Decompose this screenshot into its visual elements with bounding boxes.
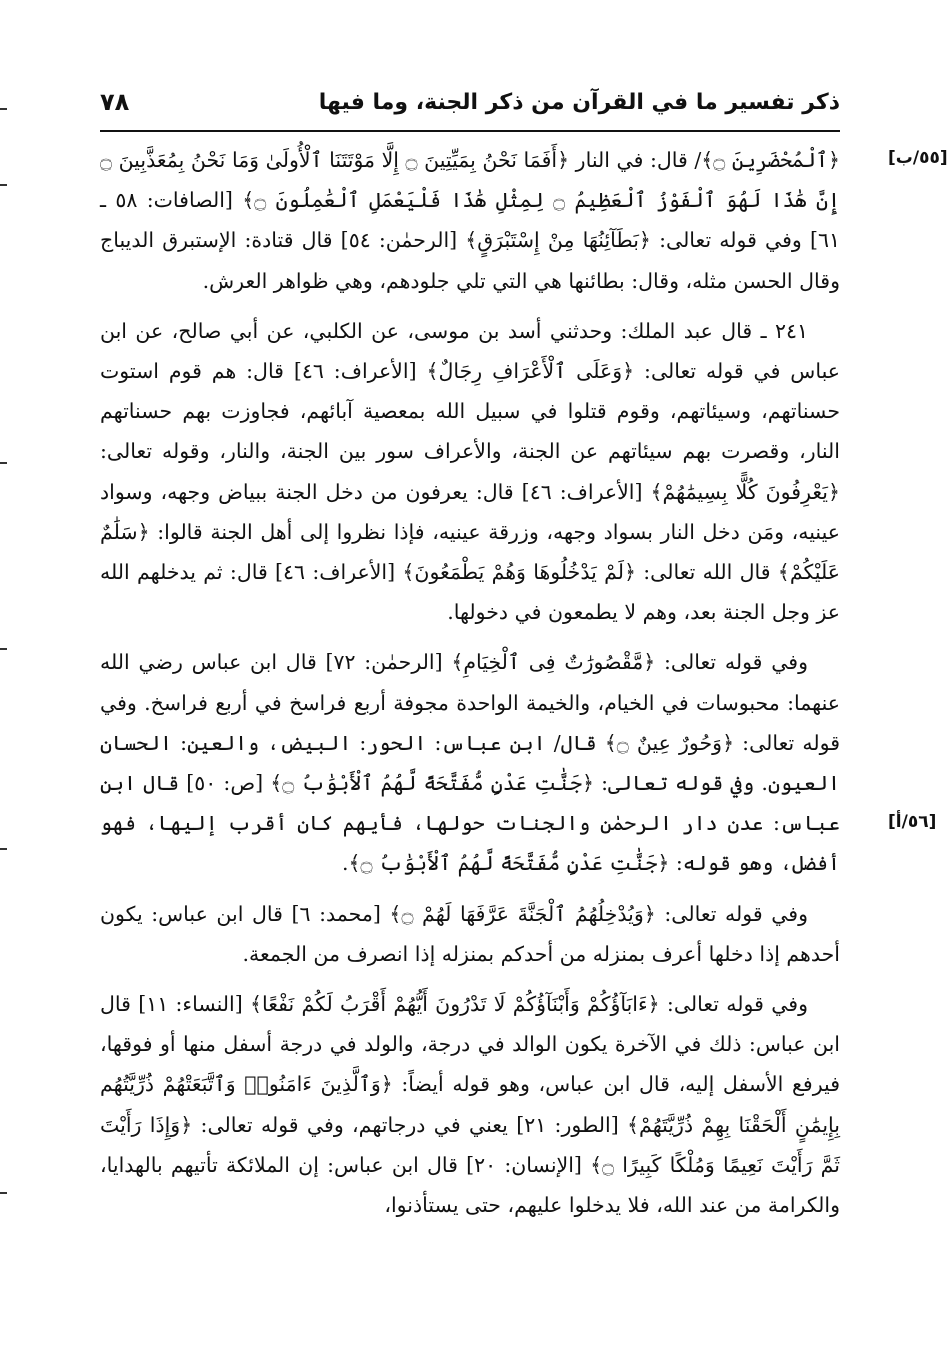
header-title: ذكر تفسير ما في القرآن من ذكر الجنة، وما فيها	[318, 90, 840, 115]
edge-mark	[0, 108, 7, 110]
margin-note-folio-55b: [٥٥/ب]	[888, 148, 948, 168]
edge-mark	[0, 462, 7, 464]
paragraph: وفي قوله تعالى: ﴿مَّقْصُورَٰتٌ فِى ٱلْخِيَامِ﴾ [الرحمٰن: ٧٢] قال ابن عباس رضي الله عنهما: محبوسات في الخيام، والخيمة الواحدة مجوفة أربع فراسخ في أربع فراسخ. وفي قوله تعالى: ﴿وَحُورٌ عِينٌ ۝﴾ قال/ ابن عباس: الحور: البيض، والعين: الحسان العيون. وفي قوله تعالى: ﴿جَنَّٰتِ عَدْنٍ مُّفَتَّحَةً لَّهُمُ ٱلْأَبْوَٰبُ ۝﴾ [ص: ٥٠] قال ابن عباس: عدن دار الرحمٰن والجنات حولها، فأيهم كان أقرب إليها، فهو أفضل، وهو قوله: ﴿جَنَّٰتِ عَدْنٍ مُّفَتَّحَةً لَّهُمُ ٱلْأَبْوَٰبُ ۝﴾.	[100, 650, 841, 876]
page-number: ٧٨	[100, 88, 130, 116]
edge-mark	[0, 648, 7, 650]
paragraph: وفي قوله تعالى: ﴿وَيُدْخِلُهُمُ ٱلْجَنَّةَ عَرَّفَهَا لَهُمْ ۝﴾ [محمد: ٦] قال ابن عباس: يكون أحدهم إذا دخلها أعرف بمنزله من أحدكم بمنزله إذا انصرف من الجمعة.	[100, 901, 840, 966]
edge-mark	[0, 184, 7, 186]
paragraph-hadith-241: ٢٤١ ـ قال عبد الملك: وحدثني أسد بن موسى، عن الكلبي، عن أبي صالح، عن ابن عباس في قوله تعالى: ﴿وَعَلَى ٱلْأَعْرَافِ رِجَالٌ﴾ [الأعراف: ٤٦] قال: هم قوم استوت حسناتهم، وسيئاتهم، وقوم قتلوا في سبيل الله بمعصية آبائهم، فجاوزت بهم حسناتهم النار، وقصرت بهم سيئاتهم عن الجنة، والأعراف سور بين الجنة، والنار، وقوله تعالى: ﴿يَعْرِفُونَ كُلًّا بِسِيمَٰهُمْ﴾ [الأعراف: ٤٦] قال: يعرفون من دخل الجنة ببياض وجهه، وسواد عينيه، ومَن دخل النار بسواد وجهه، وزرقة عينيه، فإذا نظروا إلى أهل الجنة قالوا: ﴿سَلَٰمٌ عَلَيْكُمْ﴾ قال الله تعالى: ﴿لَمْ يَدْخُلُوهَا وَهُمْ يَطْمَعُونَ﴾ [الأعراف: ٤٦] قال: ثم يدخلهم الله عز وجل الجنة بعد، وهم لا يطمعون في دخولها.	[100, 318, 840, 625]
running-header	[100, 86, 840, 132]
edge-mark	[0, 1192, 7, 1194]
paragraph: ﴿ٱلْمُحْضَرِينَ ۝﴾/ قال: في النار ﴿أَفَمَا نَحْنُ بِمَيِّتِينَ ۝ إِلَّا مَوْتَتَنَا ٱلْأُولَىٰ وَمَا نَحْنُ بِمُعَذَّبِينَ ۝ إِنَّ هَٰذَا لَهُوَ ٱلْفَوْزُ ٱلْعَظِيمُ ۝ لِمِثْلِ هَٰذَا فَلْيَعْمَلِ ٱلْعَٰمِلُونَ ۝﴾ [الصافات: ٥٨ ـ ٦١] وفي قوله تعالى: ﴿بَطَآئِنُهَا مِنْ إِسْتَبْرَقٍ﴾ [الرحمٰن: ٥٤] قال قتادة: الإستبرق الديباج وقال الحسن مثله، وقال: بطائنها هي التي تلي جلودهم، وهي ظواهر العرش.	[100, 148, 840, 293]
body-text	[100, 140, 840, 1235]
margin-note-folio-56a: [٥٦/أ]	[888, 812, 937, 832]
edge-mark	[0, 848, 7, 850]
paragraph: وفي قوله تعالى: ﴿ءَابَآؤُكُمْ وَأَبْنَآؤُكُمْ لَا تَدْرُونَ أَيُّهُمْ أَقْرَبُ لَكُمْ نَفْعًا﴾ [النساء: ١١] قال ابن عباس: ذلك في الآخرة يكون الوالد في درجة، والولد في درجة أسفل منها أو فوقها، فيرفع الأسفل إليه، قال ابن عباس، وهو قوله أيضاً: ﴿وَٱلَّذِينَ ءَامَنُوا۟ وَٱتَّبَعَتْهُمْ ذُرِّيَّتُهُم بِإِيمَٰنٍ أَلْحَقْنَا بِهِمْ ذُرِّيَّتَهُمْ﴾ [الطور: ٢١] يعني في درجاتهم، وفي قوله تعالى: ﴿وَإِذَا رَأَيْتَ ثَمَّ رَأَيْتَ نَعِيمًا وَمُلْكًا كَبِيرًا ۝﴾ [الإنسان: ٢٠] قال ابن عباس: إن الملائكة تأتيهم بالهدايا، والكرامة من عند الله، فلا يدخلوا عليهم، حتى يستأذنوا،	[100, 992, 840, 1218]
